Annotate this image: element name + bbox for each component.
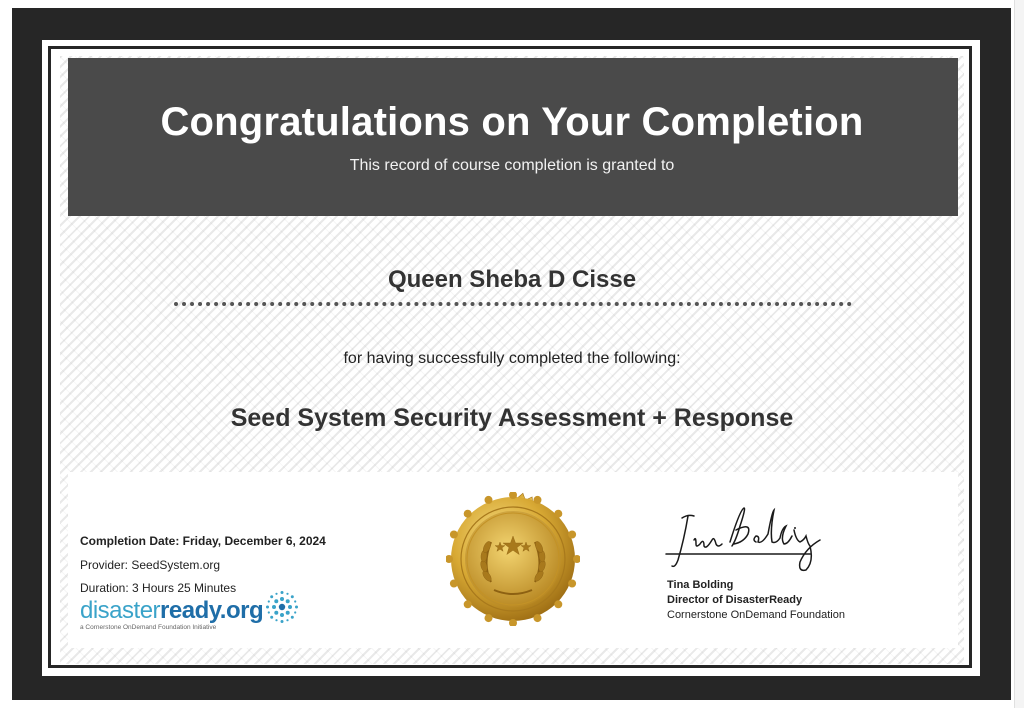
starburst-dots-icon	[265, 590, 299, 624]
signer-title: Director of DisasterReady	[667, 594, 803, 606]
course-title: Seed System Security Assessment + Response	[230, 404, 794, 432]
logo-wordmark	[80, 598, 299, 624]
handwritten-signature	[660, 500, 835, 580]
signer-organization: Cornerstone OnDemand Foundation	[667, 609, 845, 621]
logo-word-light: disaster	[80, 597, 161, 624]
logo-tagline: a Cornerstone OnDemand Foundation Initiative	[80, 624, 217, 631]
completion-statement: for having successfully completed the following:	[343, 350, 681, 367]
logo-word-bold: ready.org	[160, 597, 264, 624]
recipient-name: Queen Sheba D Cisse	[387, 266, 637, 293]
signer-name: Tina Bolding	[667, 579, 734, 591]
gold-laurel-seal-icon	[446, 492, 580, 626]
dotted-underline	[174, 302, 852, 306]
disasterready-logo	[80, 598, 299, 631]
duration: Duration: 3 Hours 25 Minutes	[80, 581, 237, 595]
completion-date: Completion Date: Friday, December 6, 2024	[80, 534, 326, 548]
certificate-subheading: This record of course completion is granted to	[349, 157, 675, 174]
certificate-heading: Congratulations on Your Completion	[160, 100, 864, 144]
signer-block	[667, 578, 845, 623]
provider: Provider: SeedSystem.org	[80, 557, 221, 572]
